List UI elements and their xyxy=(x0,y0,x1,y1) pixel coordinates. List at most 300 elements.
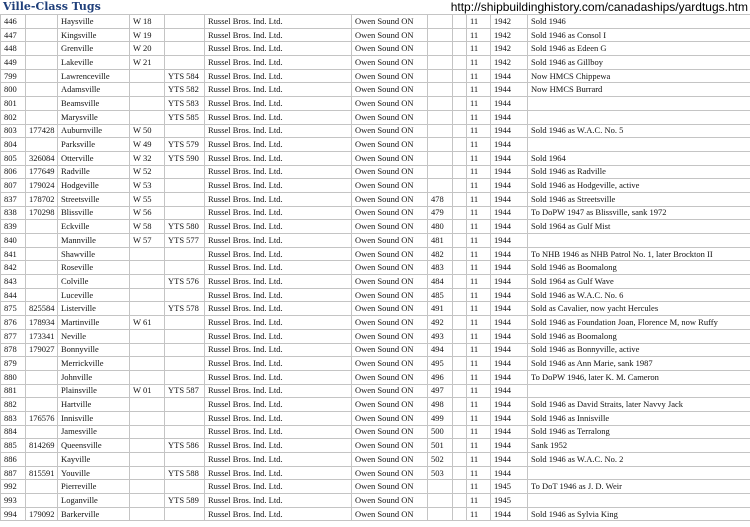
location-cell: Owen Sound ON xyxy=(352,56,428,70)
page-title: Ville-Class Tugs xyxy=(3,0,101,13)
yts-number-cell: YTS 589 xyxy=(165,494,205,508)
fate-cell: Sold 1964 xyxy=(528,151,750,165)
yts-number-cell xyxy=(165,15,205,29)
yts-number-cell xyxy=(165,28,205,42)
yard-number-cell: 478 xyxy=(428,192,453,206)
gross-tons-cell: 11 xyxy=(467,384,491,398)
location-cell: Owen Sound ON xyxy=(352,288,428,302)
table-row xyxy=(1,411,750,425)
tugs-table xyxy=(0,14,750,521)
location-cell: Owen Sound ON xyxy=(352,192,428,206)
yard-number-cell xyxy=(428,165,453,179)
gross-tons-cell: 11 xyxy=(467,28,491,42)
table-row xyxy=(1,480,750,494)
table-row xyxy=(1,220,750,234)
official-number-cell xyxy=(26,97,58,111)
gross-tons-cell: 11 xyxy=(467,398,491,412)
yard-number-cell: 492 xyxy=(428,316,453,330)
location-cell: Owen Sound ON xyxy=(352,220,428,234)
official-number-cell xyxy=(26,83,58,97)
year-cell: 1944 xyxy=(491,453,528,467)
official-number-cell: 814269 xyxy=(26,439,58,453)
table-row xyxy=(1,83,750,97)
year-cell: 1944 xyxy=(491,206,528,220)
vessel-name-cell: Mannville xyxy=(58,234,130,248)
official-number-cell: 815591 xyxy=(26,466,58,480)
w-number-cell xyxy=(130,261,165,275)
builder-cell: Russel Bros. Ind. Ltd. xyxy=(205,494,352,508)
official-number-cell xyxy=(26,384,58,398)
table-row xyxy=(1,425,750,439)
gross-tons-cell: 11 xyxy=(467,370,491,384)
table-row xyxy=(1,398,750,412)
table-row xyxy=(1,42,750,56)
yard-number-cell xyxy=(428,83,453,97)
builder-cell: Russel Bros. Ind. Ltd. xyxy=(205,329,352,343)
vessel-name-cell: Hartville xyxy=(58,398,130,412)
gross-tons-cell: 11 xyxy=(467,151,491,165)
location-cell: Owen Sound ON xyxy=(352,206,428,220)
year-cell: 1944 xyxy=(491,343,528,357)
location-cell: Owen Sound ON xyxy=(352,494,428,508)
builder-cell: Russel Bros. Ind. Ltd. xyxy=(205,316,352,330)
official-number-cell xyxy=(26,357,58,371)
year-cell: 1944 xyxy=(491,165,528,179)
official-number-cell: 178934 xyxy=(26,316,58,330)
gross-tons-cell: 11 xyxy=(467,247,491,261)
gross-tons-cell: 11 xyxy=(467,439,491,453)
yts-number-cell xyxy=(165,370,205,384)
year-cell: 1944 xyxy=(491,357,528,371)
blank-cell xyxy=(453,316,467,330)
blank-cell xyxy=(453,28,467,42)
vessel-name-cell: Eckville xyxy=(58,220,130,234)
hull-number-cell: 840 xyxy=(1,234,26,248)
fate-cell: Sold 1946 as Edeen G xyxy=(528,42,750,56)
yard-number-cell xyxy=(428,56,453,70)
table-row xyxy=(1,69,750,83)
w-number-cell: W 21 xyxy=(130,56,165,70)
vessel-name-cell: Grenville xyxy=(58,42,130,56)
yard-number-cell xyxy=(428,179,453,193)
table-row xyxy=(1,288,750,302)
official-number-cell xyxy=(26,234,58,248)
builder-cell: Russel Bros. Ind. Ltd. xyxy=(205,179,352,193)
vessel-name-cell: Loganville xyxy=(58,494,130,508)
w-number-cell: W 50 xyxy=(130,124,165,138)
vessel-name-cell: Neville xyxy=(58,329,130,343)
blank-cell xyxy=(453,56,467,70)
gross-tons-cell: 11 xyxy=(467,507,491,521)
year-cell: 1944 xyxy=(491,83,528,97)
gross-tons-cell: 11 xyxy=(467,56,491,70)
fate-cell: Sold 1946 as Gillboy xyxy=(528,56,750,70)
hull-number-cell: 806 xyxy=(1,165,26,179)
table-row xyxy=(1,370,750,384)
location-cell: Owen Sound ON xyxy=(352,83,428,97)
builder-cell: Russel Bros. Ind. Ltd. xyxy=(205,206,352,220)
table-row xyxy=(1,302,750,316)
location-cell: Owen Sound ON xyxy=(352,316,428,330)
year-cell: 1944 xyxy=(491,425,528,439)
builder-cell: Russel Bros. Ind. Ltd. xyxy=(205,110,352,124)
hull-number-cell: 876 xyxy=(1,316,26,330)
yts-number-cell: YTS 583 xyxy=(165,97,205,111)
blank-cell xyxy=(453,275,467,289)
w-number-cell: W 58 xyxy=(130,220,165,234)
location-cell: Owen Sound ON xyxy=(352,398,428,412)
table-row xyxy=(1,192,750,206)
fate-cell: Sold 1946 xyxy=(528,15,750,29)
w-number-cell xyxy=(130,411,165,425)
blank-cell xyxy=(453,329,467,343)
hull-number-cell: 838 xyxy=(1,206,26,220)
fate-cell: Sold 1946 as Sylvia King xyxy=(528,507,750,521)
w-number-cell xyxy=(130,453,165,467)
vessel-name-cell: Jamesville xyxy=(58,425,130,439)
vessel-name-cell: Adamsville xyxy=(58,83,130,97)
fate-cell: To NHB 1946 as NHB Patrol No. 1, later Brockton II xyxy=(528,247,750,261)
location-cell: Owen Sound ON xyxy=(352,247,428,261)
location-cell: Owen Sound ON xyxy=(352,384,428,398)
gross-tons-cell: 11 xyxy=(467,411,491,425)
yts-number-cell: YTS 580 xyxy=(165,220,205,234)
yard-number-cell xyxy=(428,480,453,494)
builder-cell: Russel Bros. Ind. Ltd. xyxy=(205,234,352,248)
year-cell: 1944 xyxy=(491,275,528,289)
w-number-cell xyxy=(130,302,165,316)
table-row xyxy=(1,329,750,343)
w-number-cell: W 57 xyxy=(130,234,165,248)
fate-cell: Sold 1946 as W.A.C. No. 5 xyxy=(528,124,750,138)
hull-number-cell: 842 xyxy=(1,261,26,275)
gross-tons-cell: 11 xyxy=(467,494,491,508)
fate-cell: Now HMCS Burrard xyxy=(528,83,750,97)
fate-cell: Sold 1964 as Gulf Wave xyxy=(528,275,750,289)
hull-number-cell: 875 xyxy=(1,302,26,316)
table-row xyxy=(1,247,750,261)
official-number-cell: 179092 xyxy=(26,507,58,521)
official-number-cell xyxy=(26,425,58,439)
table-row xyxy=(1,466,750,480)
table-row xyxy=(1,165,750,179)
yard-number-cell xyxy=(428,151,453,165)
hull-number-cell: 887 xyxy=(1,466,26,480)
hull-number-cell: 807 xyxy=(1,179,26,193)
location-cell: Owen Sound ON xyxy=(352,439,428,453)
hull-number-cell: 447 xyxy=(1,28,26,42)
hull-number-cell: 886 xyxy=(1,453,26,467)
blank-cell xyxy=(453,411,467,425)
hull-number-cell: 880 xyxy=(1,370,26,384)
vessel-name-cell: Roseville xyxy=(58,261,130,275)
builder-cell: Russel Bros. Ind. Ltd. xyxy=(205,275,352,289)
yts-number-cell: YTS 587 xyxy=(165,384,205,398)
table-row xyxy=(1,28,750,42)
gross-tons-cell: 11 xyxy=(467,69,491,83)
hull-number-cell: 884 xyxy=(1,425,26,439)
blank-cell xyxy=(453,384,467,398)
yts-number-cell xyxy=(165,480,205,494)
official-number-cell: 179027 xyxy=(26,343,58,357)
builder-cell: Russel Bros. Ind. Ltd. xyxy=(205,28,352,42)
location-cell: Owen Sound ON xyxy=(352,165,428,179)
yard-number-cell xyxy=(428,507,453,521)
source-url[interactable]: http://shipbuildinghistory.com/canadaships/yardtugs.htm xyxy=(450,0,748,14)
builder-cell: Russel Bros. Ind. Ltd. xyxy=(205,288,352,302)
blank-cell xyxy=(453,83,467,97)
yts-number-cell xyxy=(165,261,205,275)
w-number-cell xyxy=(130,343,165,357)
yts-number-cell xyxy=(165,192,205,206)
yts-number-cell xyxy=(165,507,205,521)
official-number-cell xyxy=(26,28,58,42)
gross-tons-cell: 11 xyxy=(467,42,491,56)
w-number-cell xyxy=(130,329,165,343)
year-cell: 1944 xyxy=(491,316,528,330)
table-row xyxy=(1,261,750,275)
yard-number-cell: 480 xyxy=(428,220,453,234)
yts-number-cell xyxy=(165,179,205,193)
yard-number-cell: 502 xyxy=(428,453,453,467)
gross-tons-cell: 11 xyxy=(467,179,491,193)
table-row xyxy=(1,343,750,357)
fate-cell: Sold 1946 as Innisville xyxy=(528,411,750,425)
builder-cell: Russel Bros. Ind. Ltd. xyxy=(205,97,352,111)
table-row xyxy=(1,56,750,70)
yts-number-cell: YTS 578 xyxy=(165,302,205,316)
blank-cell xyxy=(453,261,467,275)
yts-number-cell: YTS 584 xyxy=(165,69,205,83)
vessel-name-cell: Haysville xyxy=(58,15,130,29)
builder-cell: Russel Bros. Ind. Ltd. xyxy=(205,466,352,480)
year-cell: 1944 xyxy=(491,110,528,124)
vessel-name-cell: Parksville xyxy=(58,138,130,152)
builder-cell: Russel Bros. Ind. Ltd. xyxy=(205,138,352,152)
fate-cell: Now HMCS Chippewa xyxy=(528,69,750,83)
builder-cell: Russel Bros. Ind. Ltd. xyxy=(205,480,352,494)
yard-number-cell xyxy=(428,28,453,42)
builder-cell: Russel Bros. Ind. Ltd. xyxy=(205,124,352,138)
year-cell: 1944 xyxy=(491,234,528,248)
yts-number-cell: YTS 579 xyxy=(165,138,205,152)
yts-number-cell xyxy=(165,398,205,412)
builder-cell: Russel Bros. Ind. Ltd. xyxy=(205,357,352,371)
year-cell: 1944 xyxy=(491,507,528,521)
gross-tons-cell: 11 xyxy=(467,110,491,124)
table-row xyxy=(1,15,750,29)
gross-tons-cell: 11 xyxy=(467,329,491,343)
yts-number-cell xyxy=(165,316,205,330)
vessel-name-cell: Plainsville xyxy=(58,384,130,398)
blank-cell xyxy=(453,453,467,467)
official-number-cell xyxy=(26,494,58,508)
location-cell: Owen Sound ON xyxy=(352,329,428,343)
official-number-cell xyxy=(26,261,58,275)
fate-cell: Sold 1946 as David Straits, later Navvy Jack xyxy=(528,398,750,412)
vessel-name-cell: Innisville xyxy=(58,411,130,425)
official-number-cell xyxy=(26,453,58,467)
gross-tons-cell: 11 xyxy=(467,357,491,371)
year-cell: 1944 xyxy=(491,439,528,453)
location-cell: Owen Sound ON xyxy=(352,179,428,193)
location-cell: Owen Sound ON xyxy=(352,507,428,521)
blank-cell xyxy=(453,165,467,179)
fate-cell: Sold as Cavalier, now yacht Hercules xyxy=(528,302,750,316)
yard-number-cell xyxy=(428,69,453,83)
hull-number-cell: 802 xyxy=(1,110,26,124)
blank-cell xyxy=(453,288,467,302)
w-number-cell: W 19 xyxy=(130,28,165,42)
blank-cell xyxy=(453,370,467,384)
official-number-cell xyxy=(26,42,58,56)
yts-number-cell xyxy=(165,56,205,70)
hull-number-cell: 801 xyxy=(1,97,26,111)
hull-number-cell: 839 xyxy=(1,220,26,234)
gross-tons-cell: 11 xyxy=(467,261,491,275)
builder-cell: Russel Bros. Ind. Ltd. xyxy=(205,411,352,425)
w-number-cell xyxy=(130,83,165,97)
yard-number-cell: 500 xyxy=(428,425,453,439)
fate-cell: Sold 1946 as Foundation Joan, Florence M, now Ruffy xyxy=(528,316,750,330)
w-number-cell: W 53 xyxy=(130,179,165,193)
w-number-cell: W 52 xyxy=(130,165,165,179)
location-cell: Owen Sound ON xyxy=(352,234,428,248)
gross-tons-cell: 11 xyxy=(467,425,491,439)
yts-number-cell: YTS 585 xyxy=(165,110,205,124)
gross-tons-cell: 11 xyxy=(467,220,491,234)
builder-cell: Russel Bros. Ind. Ltd. xyxy=(205,343,352,357)
hull-number-cell: 803 xyxy=(1,124,26,138)
builder-cell: Russel Bros. Ind. Ltd. xyxy=(205,453,352,467)
official-number-cell xyxy=(26,69,58,83)
w-number-cell xyxy=(130,439,165,453)
yard-number-cell: 493 xyxy=(428,329,453,343)
location-cell: Owen Sound ON xyxy=(352,343,428,357)
vessel-name-cell: Kingsville xyxy=(58,28,130,42)
fate-cell: Sold 1946 as Bonnyville, active xyxy=(528,343,750,357)
gross-tons-cell: 11 xyxy=(467,124,491,138)
fate-cell: Sold 1964 as Gulf Mist xyxy=(528,220,750,234)
yard-number-cell: 481 xyxy=(428,234,453,248)
official-number-cell xyxy=(26,247,58,261)
fate-cell: Sold 1946 as Terralong xyxy=(528,425,750,439)
table-row xyxy=(1,507,750,521)
location-cell: Owen Sound ON xyxy=(352,425,428,439)
vessel-name-cell: Lakeville xyxy=(58,56,130,70)
w-number-cell xyxy=(130,398,165,412)
location-cell: Owen Sound ON xyxy=(352,124,428,138)
location-cell: Owen Sound ON xyxy=(352,261,428,275)
fate-cell: Sold 1946 as Boomalong xyxy=(528,329,750,343)
gross-tons-cell: 11 xyxy=(467,302,491,316)
location-cell: Owen Sound ON xyxy=(352,97,428,111)
blank-cell xyxy=(453,220,467,234)
hull-number-cell: 994 xyxy=(1,507,26,521)
builder-cell: Russel Bros. Ind. Ltd. xyxy=(205,507,352,521)
location-cell: Owen Sound ON xyxy=(352,453,428,467)
vessel-name-cell: Auburnville xyxy=(58,124,130,138)
hull-number-cell: 879 xyxy=(1,357,26,371)
hull-number-cell: 883 xyxy=(1,411,26,425)
vessel-name-cell: Johnville xyxy=(58,370,130,384)
gross-tons-cell: 11 xyxy=(467,453,491,467)
blank-cell xyxy=(453,192,467,206)
builder-cell: Russel Bros. Ind. Ltd. xyxy=(205,151,352,165)
fate-cell: Sold 1946 as Streetsville xyxy=(528,192,750,206)
builder-cell: Russel Bros. Ind. Ltd. xyxy=(205,15,352,29)
table-row xyxy=(1,151,750,165)
blank-cell xyxy=(453,179,467,193)
official-number-cell: 178702 xyxy=(26,192,58,206)
location-cell: Owen Sound ON xyxy=(352,28,428,42)
year-cell: 1942 xyxy=(491,42,528,56)
vessel-name-cell: Colville xyxy=(58,275,130,289)
gross-tons-cell: 11 xyxy=(467,97,491,111)
year-cell: 1944 xyxy=(491,97,528,111)
location-cell: Owen Sound ON xyxy=(352,480,428,494)
hull-number-cell: 843 xyxy=(1,275,26,289)
yts-number-cell xyxy=(165,206,205,220)
vessel-name-cell: Luceville xyxy=(58,288,130,302)
blank-cell xyxy=(453,69,467,83)
yts-number-cell xyxy=(165,357,205,371)
table-row xyxy=(1,439,750,453)
fate-cell xyxy=(528,97,750,111)
table-row xyxy=(1,316,750,330)
fate-cell xyxy=(528,234,750,248)
yard-number-cell xyxy=(428,138,453,152)
blank-cell xyxy=(453,480,467,494)
vessel-name-cell: Blissville xyxy=(58,206,130,220)
year-cell: 1944 xyxy=(491,411,528,425)
yard-number-cell: 498 xyxy=(428,398,453,412)
location-cell: Owen Sound ON xyxy=(352,411,428,425)
w-number-cell xyxy=(130,507,165,521)
hull-number-cell: 800 xyxy=(1,83,26,97)
fate-cell xyxy=(528,110,750,124)
yts-number-cell: YTS 577 xyxy=(165,234,205,248)
builder-cell: Russel Bros. Ind. Ltd. xyxy=(205,425,352,439)
table-row xyxy=(1,97,750,111)
w-number-cell: W 01 xyxy=(130,384,165,398)
year-cell: 1944 xyxy=(491,138,528,152)
w-number-cell xyxy=(130,247,165,261)
vessel-name-cell: Queensville xyxy=(58,439,130,453)
yts-number-cell: YTS 588 xyxy=(165,466,205,480)
location-cell: Owen Sound ON xyxy=(352,466,428,480)
gross-tons-cell: 11 xyxy=(467,83,491,97)
year-cell: 1944 xyxy=(491,370,528,384)
hull-number-cell: 448 xyxy=(1,42,26,56)
year-cell: 1942 xyxy=(491,56,528,70)
w-number-cell: W 56 xyxy=(130,206,165,220)
gross-tons-cell: 11 xyxy=(467,275,491,289)
builder-cell: Russel Bros. Ind. Ltd. xyxy=(205,302,352,316)
vessel-name-cell: Shawville xyxy=(58,247,130,261)
year-cell: 1944 xyxy=(491,384,528,398)
official-number-cell xyxy=(26,398,58,412)
blank-cell xyxy=(453,234,467,248)
gross-tons-cell: 11 xyxy=(467,165,491,179)
table-row xyxy=(1,206,750,220)
blank-cell xyxy=(453,247,467,261)
yard-number-cell xyxy=(428,110,453,124)
fate-cell: To DoT 1946 as J. D. Weir xyxy=(528,480,750,494)
official-number-cell xyxy=(26,138,58,152)
hull-number-cell: 837 xyxy=(1,192,26,206)
builder-cell: Russel Bros. Ind. Ltd. xyxy=(205,398,352,412)
